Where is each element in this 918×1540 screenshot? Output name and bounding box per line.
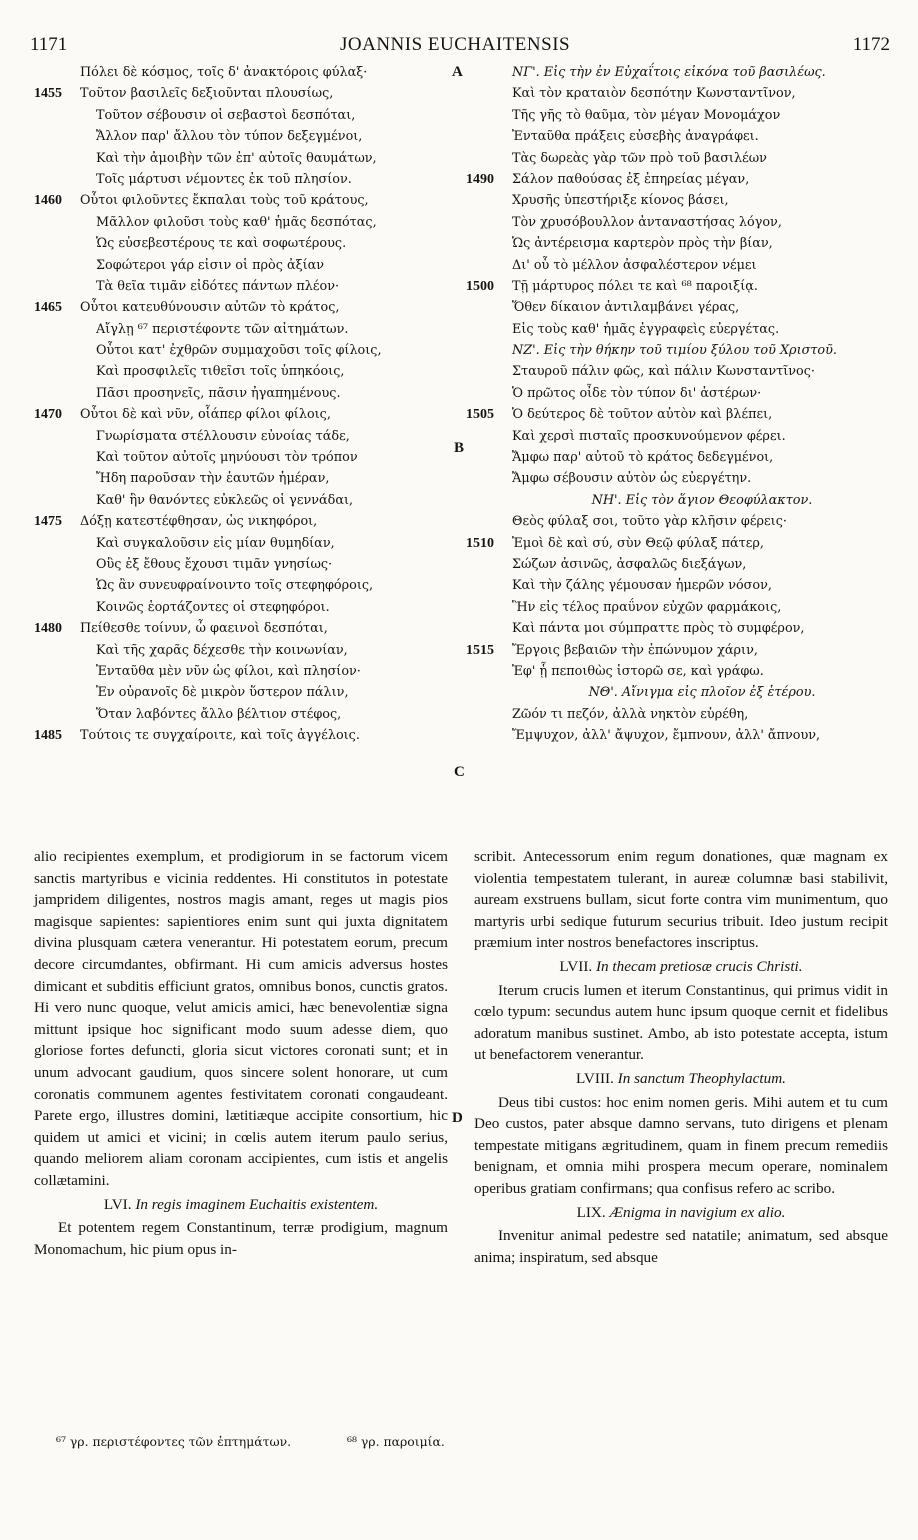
- left-verse-line: [80, 575, 440, 596]
- right-verse-line: [512, 618, 892, 639]
- right-verse-line: [512, 190, 892, 211]
- verse-text: Οὗτοι φιλοῦντες ἔκπαλαι τοὺς τοῦ κράτους,: [80, 193, 369, 209]
- left-verse-line: [80, 148, 440, 169]
- right-greek-verse: [466, 62, 892, 747]
- left-verse-line: [80, 62, 440, 83]
- left-verse-line: [80, 276, 440, 297]
- left-verse-line: [80, 105, 440, 126]
- section-title: In thecam pretiosæ crucis Christi.: [595, 957, 803, 975]
- left-verse-line: [80, 340, 440, 361]
- left-verse-line: [80, 361, 440, 382]
- latin-paragraph: Et potentem regem Constantinum, terræ prodigium, magnum Monomachum, hic pium opus in-: [34, 1219, 448, 1258]
- left-verse-line: [80, 212, 440, 233]
- right-verse-line: [466, 404, 892, 425]
- verse-text: Δόξῃ κατεστέφθησαν, ὡς νικηφόροι,: [80, 514, 318, 530]
- line-number: 1505: [466, 407, 494, 423]
- right-verse-line: [512, 148, 892, 169]
- line-number: 1465: [34, 300, 62, 316]
- verse-text: Τὰ θεῖα τιμᾶν εἰδότες πάντων πλέον·: [96, 278, 340, 294]
- verse-text: Ἄμφω παρ' αὐτοῦ τὸ κράτος δεδεγμένοι,: [512, 450, 774, 466]
- left-verse-line: [80, 233, 440, 254]
- section-number: LVIII.: [576, 1069, 614, 1087]
- left-verse-line: [34, 725, 440, 746]
- line-number: 1490: [466, 171, 494, 187]
- verse-text: Καὶ τῆς χαρᾶς δέχεσθε τὴν κοινωνίαν,: [96, 642, 348, 658]
- section-heading: [34, 1194, 448, 1216]
- right-verse-line: [512, 490, 892, 511]
- verse-text: Τοῖς μάρτυσι νέμοντες ἐκ τοῦ πλησίον.: [96, 171, 352, 187]
- verse-text: Ἐν οὐρανοῖς δὲ μικρὸν ὕστερον πάλιν,: [96, 685, 349, 701]
- verse-text: Ἐφ' ᾗ πεποιθὼς ἱστορῶ σε, καὶ γράφω.: [512, 663, 764, 679]
- right-verse-line: [466, 169, 892, 190]
- page-number-left: 1171: [30, 34, 68, 55]
- right-verse-line: [512, 661, 892, 682]
- right-verse-line: [512, 575, 892, 596]
- verse-text: Ὡς εὐσεβεστέρους τε καὶ σοφωτέρους.: [96, 236, 347, 252]
- right-verse-line: [512, 212, 892, 233]
- verse-text: Εἰς τοὺς καθ' ἡμᾶς ἐγγραφεὶς εὐεργέτας.: [512, 321, 780, 337]
- left-verse-line: [34, 297, 440, 318]
- verse-text: ΝΗ'. Εἰς τὸν ἅγιον Θεοφύλακτον.: [591, 492, 813, 508]
- line-number: 1480: [34, 621, 62, 637]
- verse-text: Σταυροῦ πάλιν φῶς, καὶ πάλιν Κωνσταντῖνος·: [512, 364, 815, 380]
- line-number: 1485: [34, 728, 62, 744]
- line-number: 1470: [34, 407, 62, 423]
- margin-letter-c: C: [454, 764, 465, 780]
- verse-text: Καὶ χερσὶ πισταῖς προσκυνούμενον φέρει.: [512, 428, 786, 444]
- right-verse-line: [466, 533, 892, 554]
- latin-paragraph: scribit. Antecessorum enim regum donationes, quæ magnam ex violentia tempestatem tulerant, in aureæ columnæ basi stabilivit, auream exstruens bullam, sicut forte contra vim munimentum, quo martyris urbi sedique futurum securius tribuit. Ideo justum recipit præmium inter nostros benefactores inscriptus.: [474, 848, 888, 952]
- verse-text: Ἄλλον παρ' ἄλλου τὸν τύπον δεξεγμένοι,: [96, 129, 363, 145]
- left-verse-line: [34, 190, 440, 211]
- footnote-68: ⁶⁸ γρ. παροιμία.: [347, 1434, 445, 1449]
- verse-text: Οὗτοι κατευθύνουσιν αὐτῶν τὸ κράτος,: [80, 300, 340, 316]
- left-verse-line: [80, 704, 440, 725]
- verse-text: Τῆς γῆς τὸ θαῦμα, τὸν μέγαν Μονομάχον: [512, 107, 781, 123]
- section-number: LIX.: [576, 1203, 606, 1221]
- verse-text: Κοινῶς ἑορτάζοντες οἱ στεφηφόροι.: [96, 599, 330, 615]
- verse-text: Θεὸς φύλαξ σοι, τοῦτο γὰρ κλῆσιν φέρεις·: [512, 514, 787, 530]
- verse-text: Καὶ τὸν κραταιὸν δεσπότην Κωνσταντῖνον,: [512, 86, 796, 102]
- verse-text: Τὰς δωρεὰς γὰρ τῶν πρὸ τοῦ βασιλέων: [512, 150, 767, 166]
- verse-text: Πᾶσι προσηνεῖς, πᾶσιν ἠγαπημένους.: [96, 385, 341, 401]
- verse-text: ΝΘ'. Αἴνιγμα εἰς πλοῖον ἐξ ἑτέρου.: [588, 685, 816, 701]
- latin-paragraph: Invenitur animal pedestre sed natatile; animatum, sed absque anima; inspiratum, sed absque: [474, 1227, 888, 1266]
- right-verse-line: [512, 319, 892, 340]
- page-number-right: 1172: [852, 34, 890, 55]
- verse-text: Καὶ τὴν ἀμοιβὴν τῶν ἐπ' αὐτοῖς θαυμάτων,: [96, 150, 377, 166]
- right-verse-line: [512, 511, 892, 532]
- left-verse-line: [80, 468, 440, 489]
- verse-text: ΝΖ'. Εἰς τὴν θήκην τοῦ τιμίου ξύλου τοῦ Χριστοῦ.: [512, 343, 837, 359]
- verse-text: Καὶ πάντα μοι σύμπραττε πρὸς τὸ συμφέρον,: [512, 621, 805, 637]
- right-verse-line: [512, 426, 892, 447]
- right-verse-line: [512, 554, 892, 575]
- verse-text: ΝΓ'. Εἰς τὴν ἐν Εὐχαΐτοις εἰκόνα τοῦ βασιλέως.: [512, 65, 826, 80]
- verse-text: Καὶ προσφιλεῖς τιθεῖσι τοῖς ὑπηκόοις,: [96, 364, 345, 380]
- section-title: In regis imaginem Euchaitis existentem.: [135, 1195, 379, 1213]
- left-verse-line: [80, 447, 440, 468]
- right-verse-line: [512, 83, 892, 104]
- verse-text: Ζῶόν τι πεζόν, ἀλλὰ νηκτὸν εὑρέθη,: [512, 706, 749, 722]
- right-verse-line: [512, 704, 892, 725]
- right-verse-line: [512, 447, 892, 468]
- section-heading: [474, 1068, 888, 1090]
- left-verse-line: [80, 426, 440, 447]
- verse-text: Πείθεσθε τοίνυν, ὦ φαεινοὶ δεσπόται,: [80, 621, 328, 637]
- right-verse-line: [512, 682, 892, 703]
- verse-text: Πόλει δὲ κόσμος, τοῖς δ' ἀνακτόροις φύλαξ·: [80, 65, 368, 80]
- right-verse-line: [512, 126, 892, 147]
- right-verse-line: [512, 725, 892, 746]
- section-number: LVI.: [103, 1195, 132, 1213]
- left-verse-line: [80, 597, 440, 618]
- verse-text: Τούτοις τε συγχαίροιτε, καὶ τοῖς ἀγγέλοις.: [80, 728, 360, 744]
- left-verse-line: [34, 404, 440, 425]
- latin-paragraph: alio recipientes exemplum, et prodigiorum in se factorum vicem sanctis martyribus e vicinia reddentes. Hi constitutos in potestate jampridem diligentes, nostros magis amant, reges ut magis pios magisque sapientes: sapientiores enim sunt qui juxta dignitatem divina plusquam cætera venerantur. Hi potestatem eorum, precum decore circumdantes, obfirmant. Hi cum amicis adversus hostes dimicant et subditis efficiunt gratos, omnibus bonos, cunctis gratos. Hi vero nunc quoque, velut amicis amici, hæc benevolentiæ signa mittunt ipsique hoc significant modo suum adesse diem, quo gloriose fortes defuncti, gloria sicut victores coronati sunt; et in unum advocant gaudium, quos sincere solent honorare, ut cum coronatis communem agentes festivitatem coronati congaudeant. Parete ergo, illustres domini, lætitiæque accipite consortium, hic quidem ut amici et vicini; in cœlis autem iterum paulo serius, quando meliorem aliam coronam accipientes, cum istis et angelis collætamini.: [34, 848, 448, 1189]
- left-verse-line: [80, 255, 440, 276]
- verse-text: Ὅταν λαβόντες ἄλλο βέλτιον στέφος,: [96, 706, 342, 722]
- latin-paragraph: Iterum crucis lumen et iterum Constantinus, qui primus vidit in cœlo typum: secundus autem hunc ipsum quoque cernit et fidelibus adoratum manibus sustinet. Ambo, ab isto potestate accepta, istum ut benefactorem venerantur.: [474, 981, 888, 1064]
- verse-text: Χρυσῆς ὑπεστήριξε κίονος βάσει,: [512, 193, 729, 209]
- verse-text: Ὅθεν δίκαιον ἀντιλαμβάνει γέρας,: [512, 300, 740, 316]
- section-heading: [474, 1202, 888, 1224]
- left-verse-line: [80, 490, 440, 511]
- right-verse-line: [512, 62, 892, 83]
- verse-text: Ἐμοὶ δὲ καὶ σύ, σὺν Θεῷ φύλαξ πάτερ,: [512, 535, 764, 551]
- verse-text: Αἴγλῃ ⁶⁷ περιστέφοντε τῶν αἰτημάτων.: [96, 321, 349, 337]
- right-verse-line: [512, 383, 892, 404]
- verse-text: Σώζων ἀσινῶς, ἀσφαλῶς διεξάγων,: [512, 556, 747, 572]
- line-number: 1500: [466, 278, 494, 294]
- left-latin-column: [34, 846, 448, 1260]
- margin-letter-a: A: [452, 64, 463, 80]
- left-greek-verse: [34, 62, 440, 747]
- verse-text: Ἣν εἰς τέλος πραΰνον εὐχῶν φαρμάκοις,: [512, 599, 782, 615]
- verse-text: Ἐνταῦθα μὲν νῦν ὡς φίλοι, καὶ πλησίον·: [96, 663, 361, 679]
- line-number: 1510: [466, 535, 494, 551]
- right-verse-line: [512, 361, 892, 382]
- left-verse-line: [80, 169, 440, 190]
- left-verse-line: [80, 319, 440, 340]
- verse-text: Ἄμφω σέβουσιν αὐτὸν ὡς εὐεργέτην.: [512, 471, 752, 487]
- verse-text: Ἔμψυχον, ἀλλ' ἄψυχον, ἔμπνουν, ἀλλ' ἄπνουν,: [512, 728, 821, 744]
- right-verse-line: [512, 255, 892, 276]
- left-verse-line: [80, 554, 440, 575]
- verse-text: Ὡς ἂν συνευφραίνοιντο τοῖς στεφηφόροις,: [96, 578, 374, 594]
- section-heading: [474, 956, 888, 978]
- margin-letter-d: D: [452, 1110, 463, 1126]
- verse-text: Τοῦτον σέβουσιν οἱ σεβαστοὶ δεσπόται,: [96, 107, 356, 123]
- verse-text: Ἤδη παροῦσαν τὴν ἑαυτῶν ἡμέραν,: [96, 471, 330, 487]
- page-header: [30, 34, 890, 60]
- line-number: 1455: [34, 86, 62, 102]
- section-title: Ænigma in navigium ex alio.: [609, 1203, 786, 1221]
- verse-text: Δι' οὗ τὸ μέλλον ἀσφαλέστερον νέμει: [512, 257, 757, 273]
- right-latin-column: [474, 846, 888, 1268]
- right-verse-line: [512, 340, 892, 361]
- verse-text: Τῇ μάρτυρος πόλει τε καὶ ⁶⁸ παροιξίᾳ.: [512, 278, 758, 294]
- left-verse-line: [80, 126, 440, 147]
- right-verse-line: [512, 468, 892, 489]
- verse-text: Μᾶλλον φιλοῦσι τοὺς καθ' ἡμᾶς δεσπότας,: [96, 214, 377, 230]
- verse-text: Οὓς ἐξ ἔθους ἔχουσι τιμᾶν γνησίως·: [96, 556, 333, 572]
- verse-text: Καὶ τὴν ζάλης γέμουσαν ἡμερῶν νόσον,: [512, 578, 772, 594]
- latin-paragraph: Deus tibi custos: hoc enim nomen geris. Mihi autem et tu cum Deo custos, pater absque damno servans, tuto dirigens et plenam tempestate mitigans ægritudinem, quam in finem precum remediis benignam, et omnia mihi prospera mecum operare, nominalem operibus gratiam confirmans; qua confisus refero ac scribo.: [474, 1093, 888, 1197]
- verse-text: Τοῦτον βασιλεῖς δεξιοῦνται πλουσίως,: [80, 86, 334, 102]
- right-verse-line: [512, 233, 892, 254]
- left-verse-line: [80, 383, 440, 404]
- verse-text: Ἐνταῦθα πράξεις εὐσεβὴς ἀναγράφει.: [512, 129, 759, 145]
- right-verse-line: [466, 640, 892, 661]
- verse-text: Σάλον παθούσας ἐξ ἐπηρείας μέγαν,: [512, 171, 750, 187]
- verse-text: Οὗτοι κατ' ἐχθρῶν συμμαχοῦσι τοῖς φίλοις,: [96, 343, 382, 359]
- left-verse-line: [80, 661, 440, 682]
- line-number: 1460: [34, 193, 62, 209]
- right-verse-line: [512, 105, 892, 126]
- left-verse-line: [80, 533, 440, 554]
- verse-text: Ὡς ἀντέρεισμα καρτερὸν πρὸς τὴν βίαν,: [512, 236, 773, 252]
- left-verse-line: [34, 83, 440, 104]
- margin-letter-b: B: [454, 440, 465, 456]
- left-verse-line: [80, 640, 440, 661]
- verse-text: Καὶ συγκαλοῦσιν εἰς μίαν θυμηδίαν,: [96, 535, 335, 551]
- verse-text: Ὁ πρῶτος οἶδε τὸν τύπον δι' ἀστέρων·: [512, 385, 762, 401]
- verse-text: Καθ' ἣν θανόντες εὐκλεῶς οἱ γεννάδαι,: [96, 492, 354, 508]
- verse-text: Ὁ δεύτερος δὲ τοῦτον αὐτὸν καὶ βλέπει,: [512, 407, 773, 423]
- left-verse-line: [80, 682, 440, 703]
- right-verse-line: [512, 297, 892, 318]
- footnotes: [56, 1434, 497, 1449]
- line-number: 1475: [34, 514, 62, 530]
- running-title: JOANNIS EUCHAITENSIS: [340, 34, 571, 55]
- verse-text: Σοφώτεροι γάρ εἰσιν οἱ πρὸς ἀξίαν: [96, 257, 325, 273]
- left-verse-line: [34, 618, 440, 639]
- verse-text: Γνωρίσματα στέλλουσιν εὐνοίας τάδε,: [96, 428, 350, 444]
- left-verse-line: [34, 511, 440, 532]
- section-number: LVII.: [559, 957, 593, 975]
- section-title: In sanctum Theophylactum.: [617, 1069, 786, 1087]
- verse-text: Τὸν χρυσόβουλλον ἀνταναστήσας λόγον,: [512, 214, 782, 230]
- verse-text: Καὶ τοῦτον αὐτοῖς μηνύουσι τὸν τρόπον: [96, 450, 358, 466]
- verse-text: Οὗτοι δὲ καὶ νῦν, οἷάπερ φίλοι φίλοις,: [80, 407, 331, 423]
- verse-text: Ἔργοις βεβαιῶν τὴν ἐπώνυμον χάριν,: [512, 642, 758, 658]
- right-verse-line: [466, 276, 892, 297]
- footnote-67: ⁶⁷ γρ. περιστέφοντες τῶν ἐπτημάτων.: [56, 1434, 292, 1449]
- right-verse-line: [512, 597, 892, 618]
- line-number: 1515: [466, 642, 494, 658]
